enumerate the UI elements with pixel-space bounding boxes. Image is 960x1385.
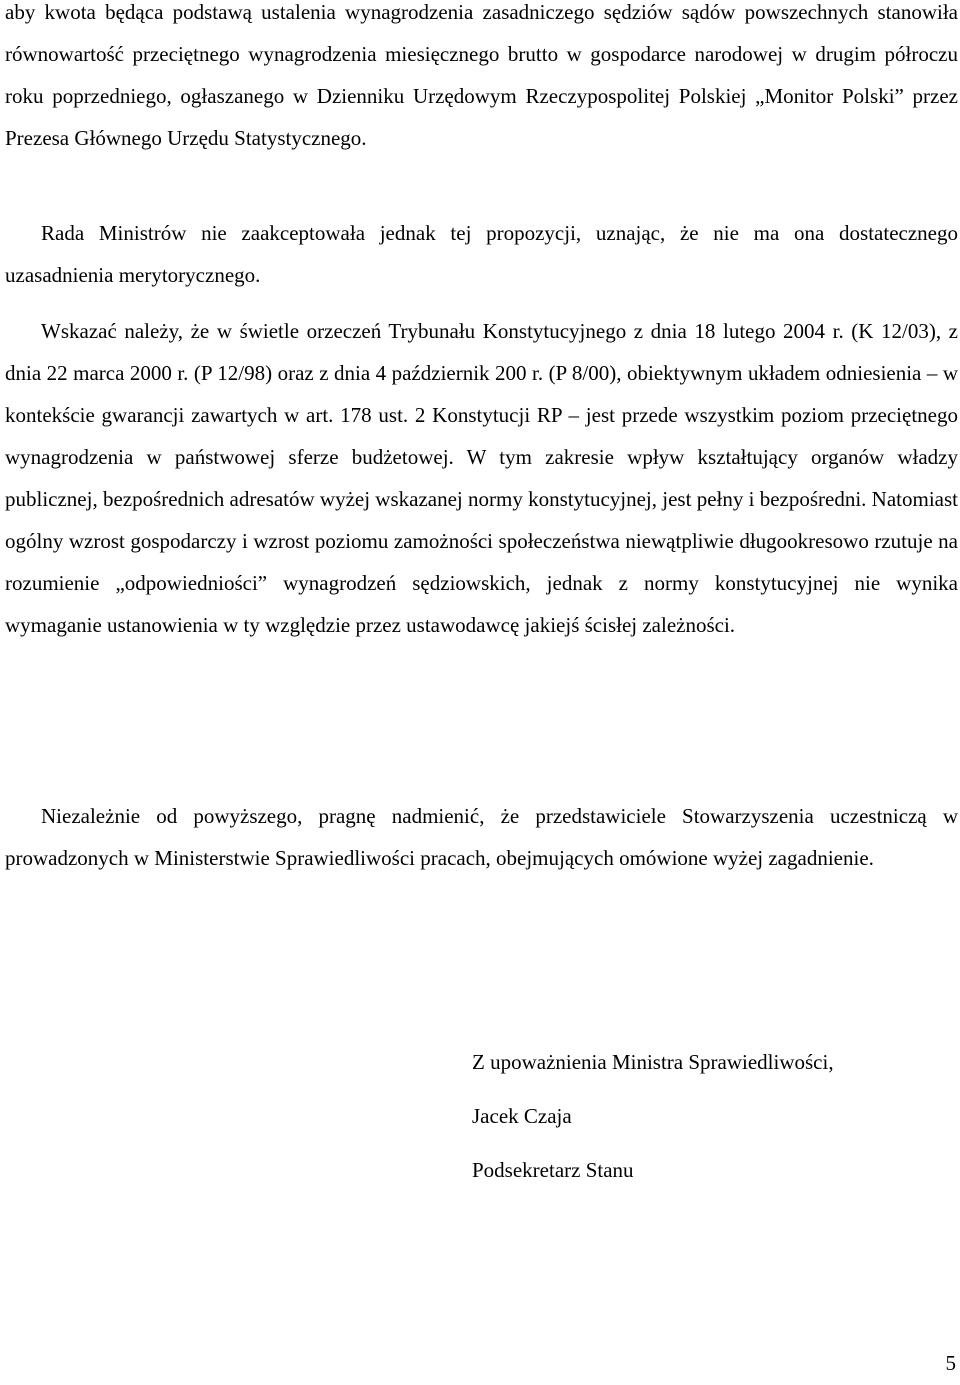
paragraph-association-participation: Niezależnie od powyższego, pragnę nadmienić, że przedstawiciele Stowarzyszenia uczestniczą w prowadzonych w Ministerstwie Sprawiedliwości pracach, obejmujących omówione wyżej zagadnienie. xyxy=(5,804,958,870)
signature-block xyxy=(472,1048,952,1185)
paragraph-council-of-ministers: Rada Ministrów nie zaakceptowała jednak tej propozycji, uznając, że nie ma ona dostatecznego uzasadnienia merytorycznego. xyxy=(5,221,958,287)
page-number: 5 xyxy=(945,1351,956,1375)
paragraph-constitutional-tribunal: Wskazać należy, że w świetle orzeczeń Trybunału Konstytucyjnego z dnia 18 lutego 2004 r. (K 12/03), z dnia 22 marca 2000 r. (P 12/98) oraz z dnia 4 październik 200 r. (P 8/00), obiektywnym układem odniesienia – w kontekście gwarancji zawartych w art. 178 ust. 2 Konstytucji RP – jest przede wszystkim poziom przeciętnego wynagrodzenia w państwowej sferze budżetowej. W tym zakresie wpływ kształtujący organów władzy publicznej, bezpośrednich adresatów wyżej wskazanej normy konstytucyjnej, jest pełny i bezpośredni. Natomiast ogólny wzrost gospodarczy i wzrost poziomu zamożności społeczeństwa niewątpliwie długookresowo rzutuje na rozumienie „odpowiedniości” wynagrodzeń sędziowskich, jednak z normy konstytucyjnej nie wynika wymaganie ustanowienia w ty względzie przez ustawodawcę jakiejś ścisłej zależności. xyxy=(5,319,958,637)
signatory-name: Jacek Czaja xyxy=(472,1104,572,1128)
signatory-position: Podsekretarz Stanu xyxy=(472,1158,634,1182)
signature-authorization: Z upoważnienia Ministra Sprawiedliwości, xyxy=(472,1050,834,1074)
paragraph-remuneration-basis: aby kwota będąca podstawą ustalenia wynagrodzenia zasadniczego sędziów sądów powszechnych stanowiła równowartość przeciętnego wynagrodzenia miesięcznego brutto w gospodarce narodowej w drugim półroczu roku poprzedniego, ogłaszanego w Dzienniku Urzędowym Rzeczypospolitej Polskiej „Monitor Polski” przez Prezesa Głównego Urzędu Statystycznego. xyxy=(5,0,958,150)
